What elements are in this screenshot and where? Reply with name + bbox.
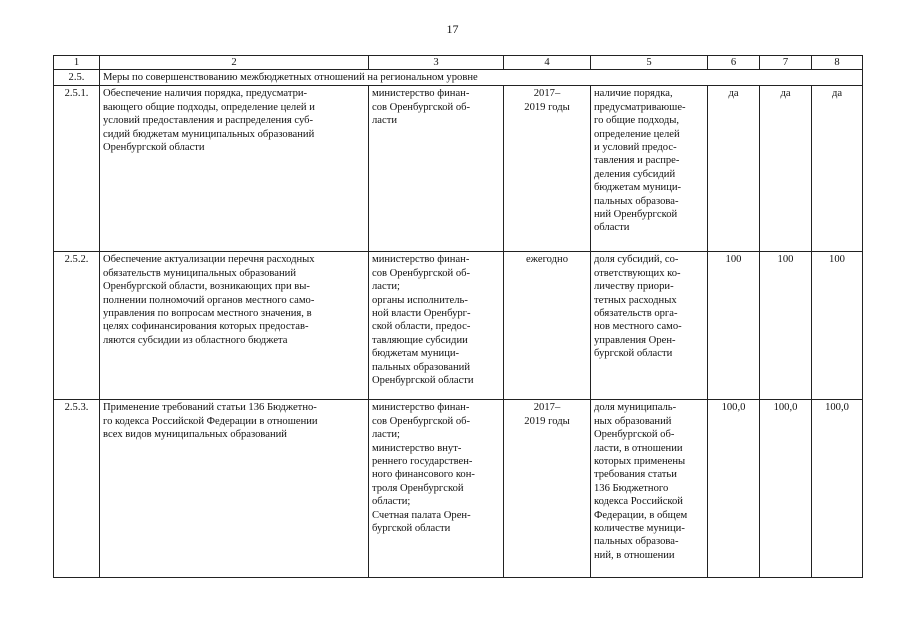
responsible-text: министерство финан- сов Оренбургской об- ласти; министерство внут- реннего государствен- ного финансового кон- троля Оренбургской области; Счетная палата Орен- бургской области [369, 400, 504, 578]
section-title: Меры по совершенствованию межбюджетных отношений на региональном уровне [100, 70, 863, 86]
measure-text: Обеспечение наличия порядка, предусматри- вающего общие подходы, определение целей и условий предоставления и распределения суб- сидий бюджетам муниципальных образований Оренбургской области [100, 86, 369, 252]
responsible-text: министерство финан- сов Оренбургской об- ласти; органы исполнитель- ной власти Оренбург- ской области, предос- тавляющие субсидии бюджетам муници- пальных образований Оренбургской области [369, 252, 504, 400]
period-text: 2017– 2019 годы [504, 400, 591, 578]
value-col7: 100 [760, 252, 812, 400]
table-row [54, 252, 863, 400]
column-header: 4 [504, 56, 591, 70]
column-header: 1 [54, 56, 100, 70]
value-col6: 100,0 [708, 400, 760, 578]
measure-text: Применение требований статьи 136 Бюджетно- го кодекса Российской Федерации в отношении всех видов муниципальных образований [100, 400, 369, 578]
column-header: 8 [812, 56, 863, 70]
period-text: ежегодно [504, 252, 591, 400]
column-header: 6 [708, 56, 760, 70]
column-header: 2 [100, 56, 369, 70]
page-number: 17 [446, 22, 459, 36]
section-number: 2.5. [54, 70, 100, 86]
table-row [54, 400, 863, 578]
indicator-text: наличие порядка, предусматриваюше- го общие подходы, определение целей и условий предос- тавления и распре- деления субсидий бюджетам муници- пальных образова- ний Оренбургской области [591, 86, 708, 252]
value-col7: да [760, 86, 812, 252]
measures-table [53, 55, 863, 578]
indicator-text: доля субсидий, со- ответствующих ко- личеству приори- тетных расходных обязательств орга- нов местного само- управления Орен- бургской области [591, 252, 708, 400]
period-text: 2017– 2019 годы [504, 86, 591, 252]
row-number: 2.5.1. [54, 86, 100, 252]
value-col8: 100,0 [812, 400, 863, 578]
column-header: 5 [591, 56, 708, 70]
column-header: 3 [369, 56, 504, 70]
row-number: 2.5.3. [54, 400, 100, 578]
table-row [54, 86, 863, 252]
value-col8: да [812, 86, 863, 252]
value-col7: 100,0 [760, 400, 812, 578]
row-number: 2.5.2. [54, 252, 100, 400]
section-row [54, 70, 863, 86]
column-number-header-row [54, 56, 863, 70]
indicator-text: доля муниципаль- ных образований Оренбургской об- ласти, в отношении которых применены требования статьи 136 Бюджетного кодекса Российской Федерации, в общем количестве муници- пальных образова- ний, в отношении [591, 400, 708, 578]
value-col8: 100 [812, 252, 863, 400]
measure-text: Обеспечение актуализации перечня расходных обязательств муниципальных образований Оренбургской области, возникающих при вы- полнении полномочий органов местного само- управления по вопросам местного значения, в целях софинансирования которых предостав- ляются субсидии из областного бюджета [100, 252, 369, 400]
responsible-text: министерство финан- сов Оренбургской об- ласти [369, 86, 504, 252]
value-col6: 100 [708, 252, 760, 400]
column-header: 7 [760, 56, 812, 70]
value-col6: да [708, 86, 760, 252]
